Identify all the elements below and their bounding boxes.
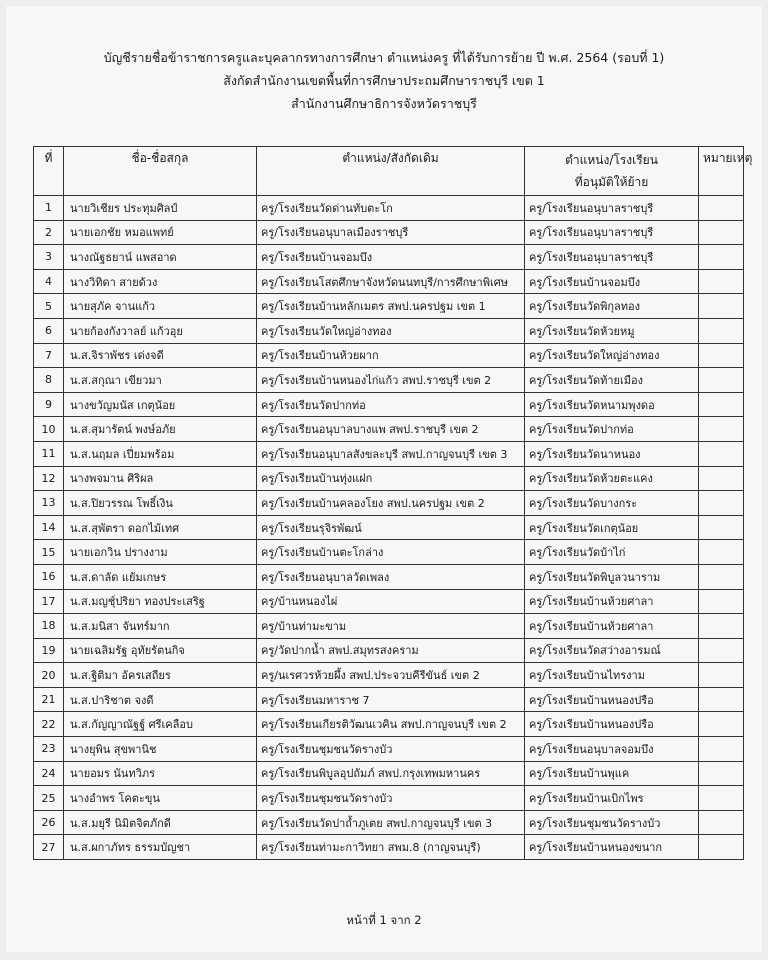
cell-note bbox=[699, 269, 744, 294]
cell-no: 21 bbox=[34, 687, 64, 712]
table-row bbox=[34, 515, 744, 540]
cell-to: ครู/โรงเรียนบ้านเบิกไพร bbox=[525, 786, 699, 811]
cell-note bbox=[699, 417, 744, 442]
cell-no: 22 bbox=[34, 712, 64, 737]
cell-to: ครู/โรงเรียนบ้านไทรงาม bbox=[525, 663, 699, 688]
cell-note bbox=[699, 786, 744, 811]
cell-to: ครู/โรงเรียนวัดบางกระ bbox=[525, 491, 699, 516]
cell-note bbox=[699, 466, 744, 491]
table-row bbox=[34, 318, 744, 343]
cell-to: ครู/โรงเรียนบ้านหนองปรือ bbox=[525, 712, 699, 737]
cell-name: นายเอกชัย หมอแพทย์ bbox=[64, 220, 257, 245]
cell-no: 24 bbox=[34, 761, 64, 786]
cell-note bbox=[699, 663, 744, 688]
cell-to: ครู/โรงเรียนบ้านห้วยศาลา bbox=[525, 614, 699, 639]
table-row bbox=[34, 343, 744, 368]
cell-no: 6 bbox=[34, 318, 64, 343]
cell-to: ครู/โรงเรียนอนุบาลราชบุรี bbox=[525, 196, 699, 221]
table-row bbox=[34, 491, 744, 516]
cell-name: น.ส.สกุณา เขียวมา bbox=[64, 368, 257, 393]
table-header-row bbox=[34, 147, 744, 196]
cell-name: นางยุพิน สุขพานิช bbox=[64, 737, 257, 762]
cell-from: ครู/โรงเรียนบ้านคลองโยง สพป.นครปฐม เขต 2 bbox=[257, 491, 525, 516]
cell-no: 12 bbox=[34, 466, 64, 491]
cell-note bbox=[699, 589, 744, 614]
cell-no: 13 bbox=[34, 491, 64, 516]
header-to-line1: ตำแหน่ง/โรงเรียน bbox=[565, 153, 658, 167]
cell-no: 11 bbox=[34, 441, 64, 466]
cell-no: 26 bbox=[34, 810, 64, 835]
table-row bbox=[34, 269, 744, 294]
cell-name: น.ส.ปิยวรรณ โพธิ์เงิน bbox=[64, 491, 257, 516]
table-row bbox=[34, 294, 744, 319]
cell-name: นางณัฐธยาน์ แพสอาด bbox=[64, 245, 257, 270]
cell-no: 5 bbox=[34, 294, 64, 319]
cell-note bbox=[699, 810, 744, 835]
cell-no: 18 bbox=[34, 614, 64, 639]
cell-from: ครู/โรงเรียนรุจิรพัฒน์ bbox=[257, 515, 525, 540]
cell-name: น.ส.ดาลัด แย้มเกษร bbox=[64, 564, 257, 589]
cell-no: 20 bbox=[34, 663, 64, 688]
cell-note bbox=[699, 687, 744, 712]
cell-from: ครู/โรงเรียนชุมชนวัดรางบัว bbox=[257, 786, 525, 811]
cell-from: ครู/โรงเรียนพิบูลอุปถัมภ์ สพป.กรุงเทพมหานคร bbox=[257, 761, 525, 786]
table-row bbox=[34, 614, 744, 639]
cell-to: ครู/โรงเรียนบ้านจอมบึง bbox=[525, 269, 699, 294]
table-row bbox=[34, 466, 744, 491]
cell-to: ครู/โรงเรียนอนุบาลราชบุรี bbox=[525, 245, 699, 270]
cell-name: น.ส.สุพัตรา ดอกไม้เทศ bbox=[64, 515, 257, 540]
document-header bbox=[6, 46, 762, 115]
cell-name: น.ส.สุมารัตน์ พงษ์อภัย bbox=[64, 417, 257, 442]
cell-no: 16 bbox=[34, 564, 64, 589]
table-row bbox=[34, 368, 744, 393]
cell-name: นายอมร นันทวิภร bbox=[64, 761, 257, 786]
table-row bbox=[34, 810, 744, 835]
cell-name: นายสุภัค จานแก้ว bbox=[64, 294, 257, 319]
table-row bbox=[34, 761, 744, 786]
cell-name: นายวิเชียร ประทุมศิลป์ bbox=[64, 196, 257, 221]
table-row bbox=[34, 712, 744, 737]
cell-name: นายก้องกังวาลย์ แก้วอุย bbox=[64, 318, 257, 343]
header-from: ตำแหน่ง/สังกัดเดิม bbox=[257, 147, 525, 196]
table-row bbox=[34, 564, 744, 589]
cell-name: น.ส.มยุรี นิมิตจิตภักดี bbox=[64, 810, 257, 835]
cell-note bbox=[699, 245, 744, 270]
cell-name: น.ส.กัญญาณัฐฐ์ ศรีเคลือบ bbox=[64, 712, 257, 737]
cell-note bbox=[699, 835, 744, 860]
cell-from: ครู/โรงเรียนโสตศึกษาจังหวัดนนทบุรี/การศึกษาพิเศษ bbox=[257, 269, 525, 294]
header-office: สำนักงานศึกษาธิการจังหวัดราชบุรี bbox=[291, 96, 477, 111]
cell-to: ครู/โรงเรียนอนุบาลราชบุรี bbox=[525, 220, 699, 245]
cell-to: ครู/โรงเรียนวัดใหญ่อ่างทอง bbox=[525, 343, 699, 368]
cell-note bbox=[699, 737, 744, 762]
cell-no: 1 bbox=[34, 196, 64, 221]
header-no: ที่ bbox=[34, 147, 64, 196]
cell-name: นายเฉลิมรัฐ อุทัยรัตนกิจ bbox=[64, 638, 257, 663]
cell-from: ครู/โรงเรียนบ้านจอมบึง bbox=[257, 245, 525, 270]
cell-from: ครู/บ้านหนองไผ่ bbox=[257, 589, 525, 614]
cell-name: นางขวัญมนัส เกตุน้อย bbox=[64, 392, 257, 417]
cell-to: ครู/โรงเรียนบ้านพุแค bbox=[525, 761, 699, 786]
cell-name: นางพจมาน ศิริผล bbox=[64, 466, 257, 491]
cell-note bbox=[699, 196, 744, 221]
cell-note bbox=[699, 491, 744, 516]
cell-name: น.ส.มนิสา จันทร์มาก bbox=[64, 614, 257, 639]
cell-note bbox=[699, 368, 744, 393]
cell-no: 3 bbox=[34, 245, 64, 270]
table-row bbox=[34, 540, 744, 565]
table-row bbox=[34, 687, 744, 712]
cell-no: 23 bbox=[34, 737, 64, 762]
cell-note bbox=[699, 712, 744, 737]
header-name: ชื่อ-ชื่อสกุล bbox=[64, 147, 257, 196]
cell-no: 14 bbox=[34, 515, 64, 540]
cell-name: น.ส.นฤมล เปี่ยมพร้อม bbox=[64, 441, 257, 466]
cell-from: ครู/วัดปากน้ำ สพป.สมุทรสงคราม bbox=[257, 638, 525, 663]
cell-to: ครู/โรงเรียนวัดท้ายเมือง bbox=[525, 368, 699, 393]
transfer-table bbox=[33, 146, 753, 860]
cell-note bbox=[699, 220, 744, 245]
cell-no: 27 bbox=[34, 835, 64, 860]
cell-no: 2 bbox=[34, 220, 64, 245]
cell-from: ครู/โรงเรียนอนุบาลสังขละบุรี สพป.กาญจนบุรี เขต 3 bbox=[257, 441, 525, 466]
table-row bbox=[34, 245, 744, 270]
table-row bbox=[34, 392, 744, 417]
cell-name: น.ส.จิราพัชร เด่งจดี bbox=[64, 343, 257, 368]
cell-to: ครู/โรงเรียนวัดห้วยหมู bbox=[525, 318, 699, 343]
header-to bbox=[525, 147, 699, 196]
table-row bbox=[34, 417, 744, 442]
document-page bbox=[6, 6, 762, 952]
cell-name: นางอำพร โคตะขุน bbox=[64, 786, 257, 811]
cell-to: ครู/โรงเรียนวัดนาหนอง bbox=[525, 441, 699, 466]
page-number: หน้าที่ 1 จาก 2 bbox=[346, 913, 422, 927]
cell-to: ครู/โรงเรียนวัดปากท่อ bbox=[525, 417, 699, 442]
table-row bbox=[34, 737, 744, 762]
cell-note bbox=[699, 614, 744, 639]
cell-to: ครู/โรงเรียนบ้านหนองปรือ bbox=[525, 687, 699, 712]
cell-name: นางวิทิดา สายด้วง bbox=[64, 269, 257, 294]
cell-note bbox=[699, 392, 744, 417]
table-row bbox=[34, 786, 744, 811]
table-row bbox=[34, 196, 744, 221]
header-affiliation: สังกัดสำนักงานเขตพื้นที่การศึกษาประถมศึกษาราชบุรี เขต 1 bbox=[223, 73, 545, 88]
cell-from: ครู/โรงเรียนวัดด่านทับตะโก bbox=[257, 196, 525, 221]
cell-to: ครู/โรงเรียนวัดบ้าไก่ bbox=[525, 540, 699, 565]
cell-no: 25 bbox=[34, 786, 64, 811]
cell-name: น.ส.ผกาภัทร ธรรมบัญชา bbox=[64, 835, 257, 860]
cell-from: ครู/โรงเรียนมหาราช 7 bbox=[257, 687, 525, 712]
cell-no: 4 bbox=[34, 269, 64, 294]
table-row bbox=[34, 441, 744, 466]
cell-no: 15 bbox=[34, 540, 64, 565]
cell-to: ครู/โรงเรียนอนุบาลจอมบึง bbox=[525, 737, 699, 762]
cell-to: ครู/โรงเรียนวัดพิกุลทอง bbox=[525, 294, 699, 319]
cell-from: ครู/โรงเรียนวัดปาถ้ำภูเตย สพป.กาญจนบุรี เขต 3 bbox=[257, 810, 525, 835]
cell-to: ครู/โรงเรียนชุมชนวัดรางบัว bbox=[525, 810, 699, 835]
cell-from: ครู/โรงเรียนอนุบาลเมืองราชบุรี bbox=[257, 220, 525, 245]
cell-note bbox=[699, 441, 744, 466]
cell-to: ครู/โรงเรียนวัดเกตุน้อย bbox=[525, 515, 699, 540]
cell-note bbox=[699, 761, 744, 786]
table-row bbox=[34, 589, 744, 614]
cell-from: ครู/โรงเรียนบ้านหนองไก่แก้ว สพป.ราชบุรี เขต 2 bbox=[257, 368, 525, 393]
cell-to: ครู/โรงเรียนวัดหนามพุงดอ bbox=[525, 392, 699, 417]
cell-to: ครู/โรงเรียนวัดสว่างอารมณ์ bbox=[525, 638, 699, 663]
cell-to: ครู/โรงเรียนบ้านห้วยศาลา bbox=[525, 589, 699, 614]
cell-to: ครู/โรงเรียนวัดห้วยตะแคง bbox=[525, 466, 699, 491]
cell-note bbox=[699, 515, 744, 540]
cell-note bbox=[699, 294, 744, 319]
table-row bbox=[34, 835, 744, 860]
cell-no: 8 bbox=[34, 368, 64, 393]
cell-no: 9 bbox=[34, 392, 64, 417]
cell-from: ครู/โรงเรียนชุมชนวัดรางบัว bbox=[257, 737, 525, 762]
header-to-line2: ที่อนุมัติให้ย้าย bbox=[574, 175, 649, 189]
cell-no: 17 bbox=[34, 589, 64, 614]
cell-note bbox=[699, 638, 744, 663]
cell-note bbox=[699, 318, 744, 343]
header-title: บัญชีรายชื่อข้าราชการครูและบุคลากรทางการศึกษา ตำแหน่งครู ที่ได้รับการย้าย ปี พ.ศ. 2564 (รอบที่ 1) bbox=[103, 50, 665, 65]
cell-name: น.ส.ปาริชาต จงดี bbox=[64, 687, 257, 712]
cell-note bbox=[699, 343, 744, 368]
cell-from: ครู/โรงเรียนอนุบาลวัดเพลง bbox=[257, 564, 525, 589]
cell-from: ครู/โรงเรียนวัดปากท่อ bbox=[257, 392, 525, 417]
cell-from: ครู/โรงเรียนท่ามะกาวิทยา สพม.8 (กาญจนบุรี) bbox=[257, 835, 525, 860]
cell-name: น.ส.มญชุ์ปริยา ทองประเสริฐ bbox=[64, 589, 257, 614]
cell-from: ครู/โรงเรียนบ้านหลักเมตร สพป.นครปฐม เขต 1 bbox=[257, 294, 525, 319]
cell-to: ครู/โรงเรียนวัดพิบูลวนาราม bbox=[525, 564, 699, 589]
table-row bbox=[34, 663, 744, 688]
table-row bbox=[34, 638, 744, 663]
cell-no: 10 bbox=[34, 417, 64, 442]
cell-no: 19 bbox=[34, 638, 64, 663]
cell-from: ครู/โรงเรียนบ้านทุ่งแฝก bbox=[257, 466, 525, 491]
cell-from: ครู/โรงเรียนบ้านตะโกล่าง bbox=[257, 540, 525, 565]
cell-from: ครู/นเรศวรห้วยผึ้ง สพป.ประจวบคีรีขันธ์ เขต 2 bbox=[257, 663, 525, 688]
table-row bbox=[34, 220, 744, 245]
cell-name: นายเอกวิน ปรางงาม bbox=[64, 540, 257, 565]
cell-note bbox=[699, 540, 744, 565]
cell-from: ครู/บ้านท่ามะขาม bbox=[257, 614, 525, 639]
cell-note bbox=[699, 564, 744, 589]
cell-from: ครู/โรงเรียนอนุบาลบางแพ สพป.ราชบุรี เขต 2 bbox=[257, 417, 525, 442]
cell-no: 7 bbox=[34, 343, 64, 368]
cell-from: ครู/โรงเรียนวัดใหญ่อ่างทอง bbox=[257, 318, 525, 343]
cell-to: ครู/โรงเรียนบ้านหนองขนาก bbox=[525, 835, 699, 860]
header-note: หมายเหตุ bbox=[699, 147, 744, 196]
cell-from: ครู/โรงเรียนบ้านห้วยผาก bbox=[257, 343, 525, 368]
cell-from: ครู/โรงเรียนเกียรติวัฒนเวคิน สพป.กาญจนบุรี เขต 2 bbox=[257, 712, 525, 737]
cell-name: น.ส.ฐิติมา อัครเสถียร bbox=[64, 663, 257, 688]
